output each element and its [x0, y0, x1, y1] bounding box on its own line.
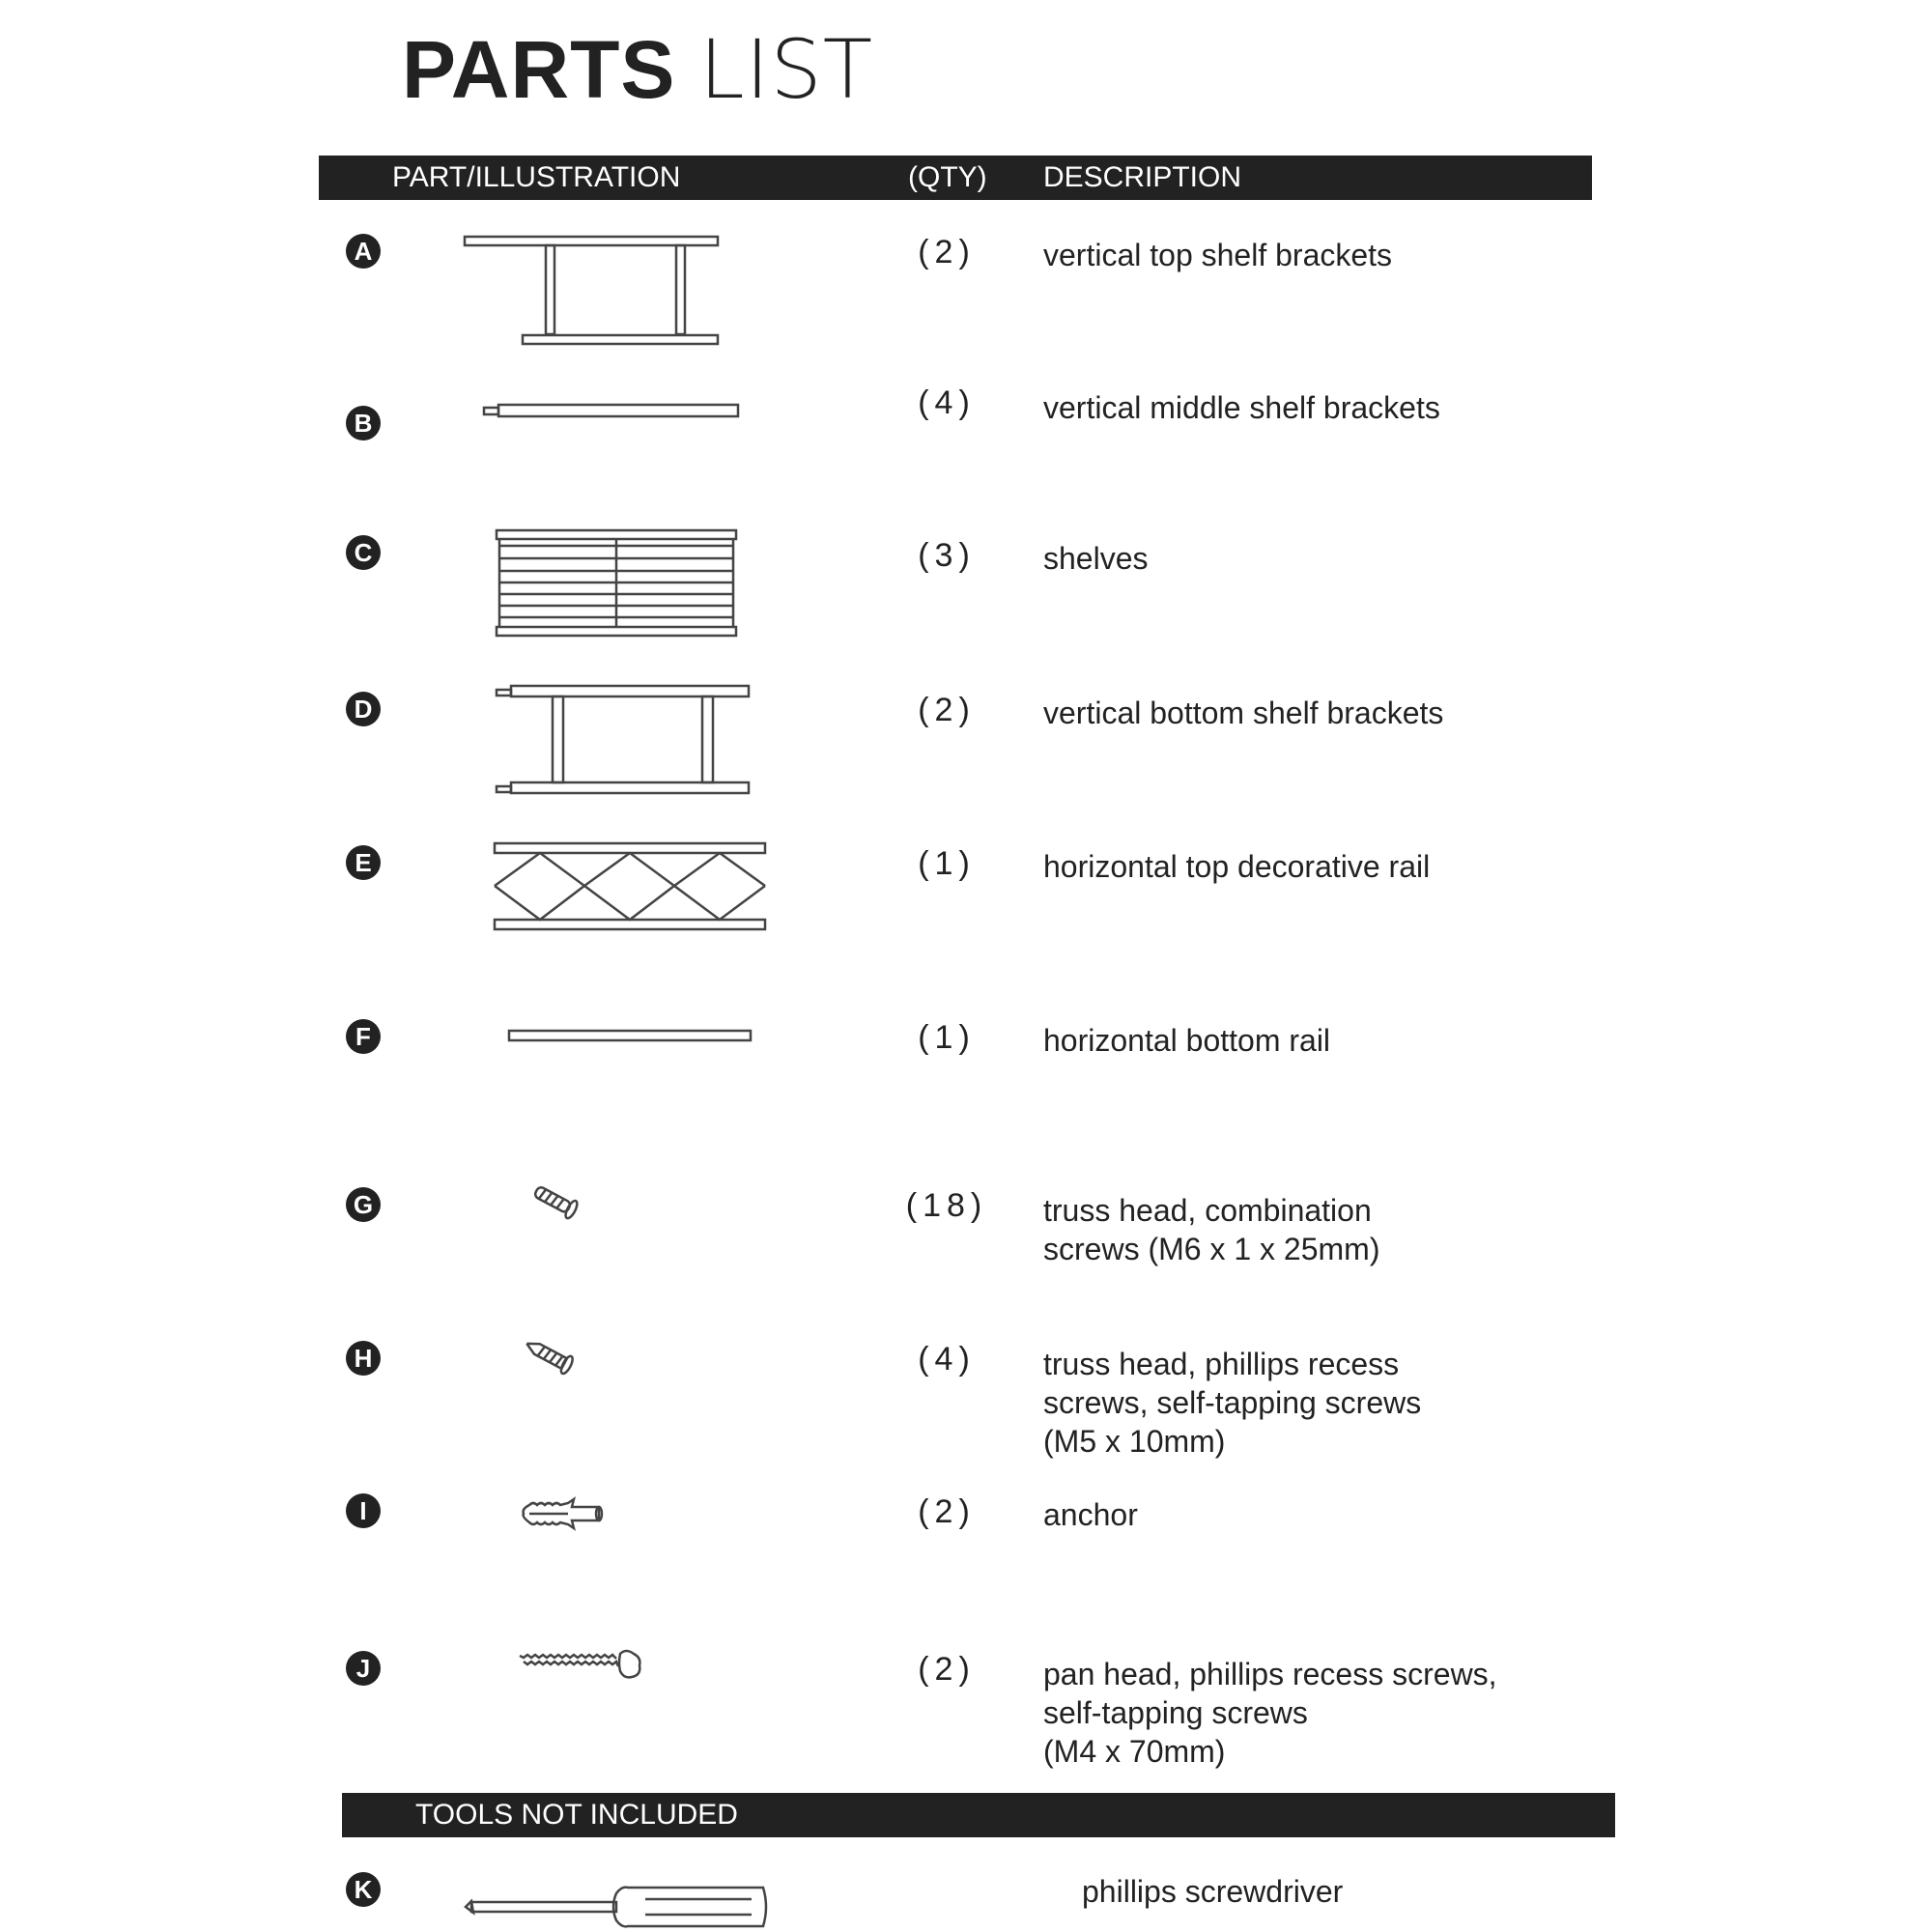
- part-letter-badge: I: [346, 1493, 381, 1528]
- wall-anchor-icon: [520, 1497, 605, 1532]
- part-letter-badge: G: [346, 1187, 381, 1222]
- bottom-rail-icon: [508, 1030, 753, 1043]
- tool-letter-badge: K: [346, 1872, 381, 1907]
- part-description: pan head, phillips recess screws, self-tapping screws (M4 x 70mm): [1043, 1657, 1497, 1769]
- table-header: [319, 156, 1592, 200]
- shelf-icon: [496, 529, 739, 639]
- part-description: horizontal top decorative rail: [1043, 849, 1431, 884]
- self-tapping-screw-icon: [522, 1333, 583, 1381]
- part-description: shelves: [1043, 541, 1149, 576]
- tool-description: phillips screwdriver: [1082, 1874, 1344, 1909]
- part-letter-badge: C: [346, 535, 381, 570]
- decorative-rail-icon: [494, 842, 768, 932]
- part-letter-badge: D: [346, 692, 381, 726]
- bottom-shelf-bracket-icon: [496, 685, 752, 797]
- pan-head-screw-icon: [518, 1648, 645, 1683]
- part-description: truss head, combination screws (M6 x 1 x 25mm): [1043, 1193, 1380, 1266]
- part-description: horizontal bottom rail: [1043, 1023, 1331, 1058]
- title-bold: PARTS: [402, 24, 676, 115]
- part-description: vertical top shelf brackets: [1043, 238, 1393, 272]
- header-qty: (QTY): [908, 161, 987, 193]
- part-description: vertical bottom shelf brackets: [1043, 696, 1444, 730]
- title-light: LIST: [698, 22, 874, 117]
- header-description: DESCRIPTION: [1043, 161, 1242, 193]
- part-letter-badge: E: [346, 845, 381, 880]
- part-qty: (1): [918, 1019, 976, 1056]
- middle-shelf-bracket-icon: [483, 404, 744, 419]
- part-description: anchor: [1043, 1497, 1138, 1532]
- tools-header: [342, 1793, 1615, 1837]
- part-description: truss head, phillips recess screws, self-tapping screws (M5 x 10mm): [1043, 1347, 1422, 1459]
- part-letter-badge: B: [346, 406, 381, 440]
- tools-header-label: TOOLS NOT INCLUDED: [415, 1799, 738, 1831]
- part-qty: (2): [918, 234, 976, 270]
- phillips-screwdriver-icon: [462, 1884, 771, 1932]
- part-qty: (18): [905, 1187, 988, 1224]
- part-description: vertical middle shelf brackets: [1043, 390, 1440, 425]
- part-letter-badge: J: [346, 1651, 381, 1686]
- part-qty: (2): [918, 1493, 976, 1530]
- page-title: [402, 21, 873, 118]
- top-shelf-bracket-icon: [464, 236, 724, 347]
- header-part: PART/ILLUSTRATION: [392, 161, 681, 193]
- combination-screw-icon: [529, 1182, 583, 1223]
- part-letter-badge: H: [346, 1341, 381, 1376]
- part-qty: (4): [918, 1341, 976, 1378]
- part-qty: (2): [918, 1651, 976, 1688]
- part-qty: (2): [918, 692, 976, 728]
- part-qty: (3): [918, 537, 976, 574]
- part-qty: (1): [918, 845, 976, 882]
- part-qty: (4): [918, 384, 976, 421]
- part-letter-badge: A: [346, 234, 381, 269]
- part-letter-badge: F: [346, 1019, 381, 1054]
